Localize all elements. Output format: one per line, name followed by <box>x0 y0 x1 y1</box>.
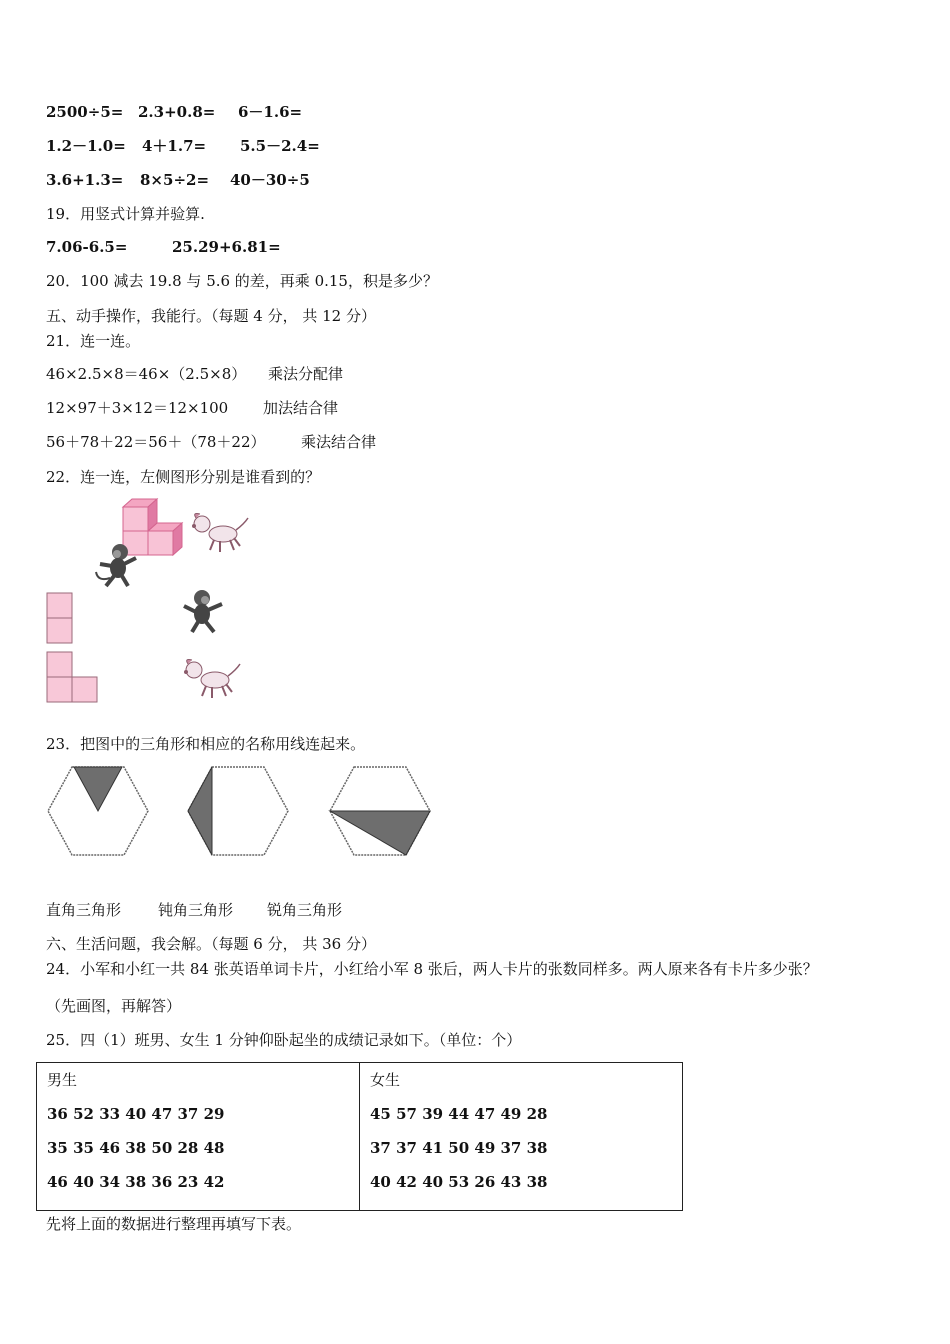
triangle-name-acute: 锐角三角形 <box>267 901 343 919</box>
monkey-icon <box>92 542 140 588</box>
q25-footer: 先将上面的数据进行整理再填写下表。 <box>46 1215 302 1233</box>
dog-icon <box>188 510 250 554</box>
arith-1-2: 2.3+0.8= <box>138 103 216 121</box>
q24-note: （先画图，再解答） <box>46 997 182 1015</box>
girls-row: 40 42 40 53 26 43 38 <box>370 1173 548 1191</box>
scores-table <box>36 1062 683 1211</box>
arith-3-2: 8×5÷2= <box>140 171 210 189</box>
arith-2-1: 1.2－1.0= <box>46 137 126 155</box>
boys-row: 35 35 46 38 50 28 48 <box>47 1139 225 1157</box>
hexagon-triangle-2 <box>186 765 292 859</box>
arith-3-3: 40－30÷5 <box>230 171 310 189</box>
q21-title: 21．连一连。 <box>46 332 141 350</box>
dog-icon <box>180 656 242 700</box>
view-shape-1 <box>46 592 74 644</box>
section5-title: 五、动手操作，我能行。（每题 4 分， 共 12 分） <box>46 307 376 325</box>
girls-row: 37 37 41 50 49 37 38 <box>370 1139 548 1157</box>
boys-column <box>37 1063 360 1211</box>
q21-law-3: 乘法结合律 <box>301 433 377 451</box>
girls-row: 45 57 39 44 47 49 28 <box>370 1105 548 1123</box>
q22-title: 22．连一连，左侧图形分别是谁看到的？ <box>46 468 321 486</box>
arith-2-3: 5.5－2.4= <box>240 137 320 155</box>
q25-title: 25．四（1）班男、女生 1 分钟仰卧起坐的成绩记录如下。（单位：个） <box>46 1031 522 1049</box>
q21-law-2: 加法结合律 <box>263 399 339 417</box>
hexagon-triangle-3 <box>328 765 434 859</box>
hexagon-triangle-1 <box>46 765 152 859</box>
triangle-name-obtuse: 钝角三角形 <box>158 901 234 919</box>
arith-1-3: 6－1.6= <box>238 103 303 121</box>
view-shape-2 <box>46 651 100 703</box>
arith-1-1: 2500÷5= <box>46 103 124 121</box>
q20-title: 20．100 减去 19.8 与 5.6 的差，再乘 0.15，积是多少？ <box>46 272 438 290</box>
boys-row: 36 52 33 40 47 37 29 <box>47 1105 225 1123</box>
q21-expr-1: 46×2.5×8＝46×（2.5×8） <box>46 365 247 383</box>
arith-2-2: 4＋1.7= <box>142 137 207 155</box>
arith-3-1: 3.6+1.3= <box>46 171 124 189</box>
q24-title: 24．小军和小红一共 84 张英语单词卡片，小红给小军 8 张后，两人卡片的张数同样多。两人原来各有卡片多少张？ <box>46 960 818 978</box>
q21-law-1: 乘法分配律 <box>268 365 344 383</box>
monkey-icon <box>180 588 228 634</box>
q21-expr-2: 12×97＋3×12＝12×100 <box>46 399 229 417</box>
q19-item-1: 7.06-6.5= <box>46 238 128 256</box>
triangle-name-right: 直角三角形 <box>46 901 122 919</box>
q19-item-2: 25.29+6.81= <box>172 238 281 256</box>
boys-header: 男生 <box>47 1071 78 1089</box>
girls-header: 女生 <box>370 1071 401 1089</box>
q21-expr-3: 56＋78＋22＝56＋（78＋22） <box>46 433 266 451</box>
q23-title: 23．把图中的三角形和相应的名称用线连起来。 <box>46 735 366 753</box>
boys-row: 46 40 34 38 36 23 42 <box>47 1173 225 1191</box>
girls-column <box>360 1063 683 1211</box>
q19-title: 19．用竖式计算并验算. <box>46 205 205 223</box>
section6-title: 六、生活问题，我会解。（每题 6 分， 共 36 分） <box>46 935 376 953</box>
